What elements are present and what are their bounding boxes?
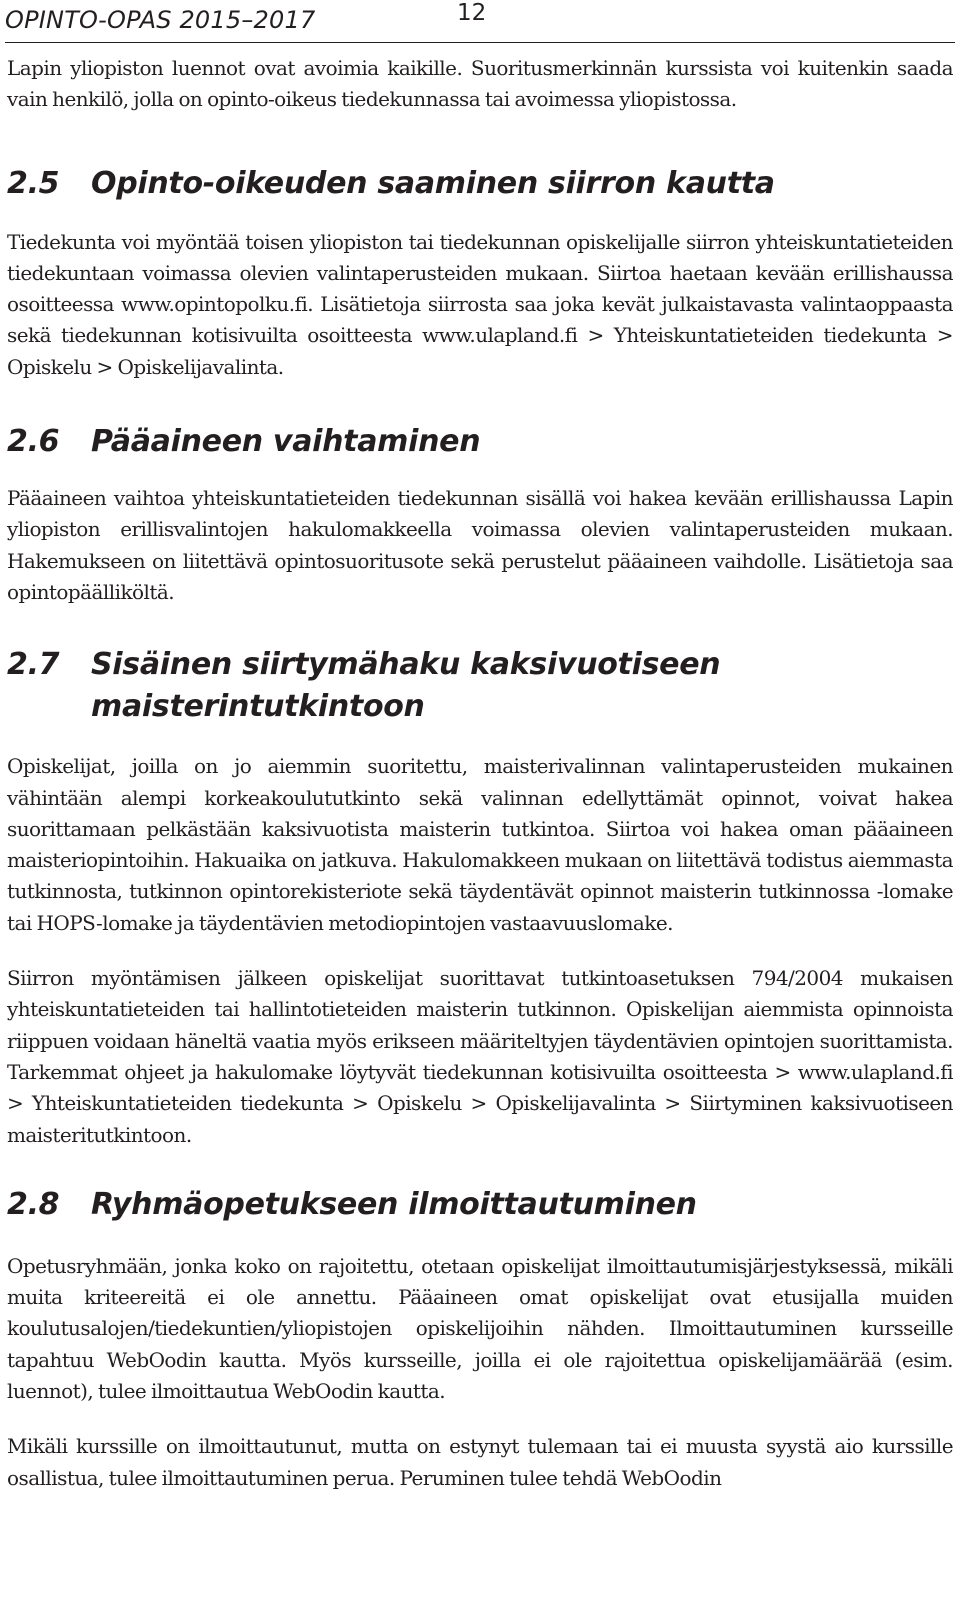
section-number: 2.5 — [7, 165, 60, 201]
section-paragraph: Tiedekunta voi myöntää toisen yliopiston tai tiedekunnan opiskelijalle siirron yhteiskuntatieteiden tiedekuntaan voimassa olevien valintaperusteiden mukaan. Siirtoa haetaan kevään erillishaussa osoitteessa www.opintopolku.fi. Lisätietoja siirrosta saa joka kevät julkaistavasta valintaoppaasta sekä tiedekunnan kotisivuilta osoitteesta www.ulapland.fi > Yhteiskuntatieteiden tiedekunta > Opiskelu > Opiskelijavalinta. — [7, 229, 953, 379]
page-number: 12 — [457, 0, 487, 26]
section-paragraph: Opiskelijat, joilla on jo aiemmin suoritettu, maisterivalinnan valintaperusteiden mukainen vähintään alempi korkeakoulututkinto sekä valinnan edellyttämät opinnot, voivat hakea suorittamaan pelkästään kaksivuotista maisterin tutkintoa. Siirtoa voi hakea oman pääaineen maisteriopintoihin. Hakuaika on jatkuva. Hakulomakkeen mukaan on liitettävä todistus aiemmasta tutkinnosta, tutkinnon opintorekisteriote sekä täydentävät opinnot maisterin tutkinnossa -lomake tai HOPS-lomake ja täydentävien metodiopintojen vastaavuuslomake. — [7, 754, 953, 935]
page-header — [5, 0, 955, 43]
section-paragraph: Siirron myöntämisen jälkeen opiskelijat suorittavat tutkintoasetuksen 794/2004 mukaisen yhteiskuntatieteiden tai hallintotieteiden maisterin tutkinnon. Opiskelijan aiemmista opinnoista riippuen voidaan häneltä vaatia myös erikseen määriteltyjen täydentävien opintojen suorittamista. Tarkemmat ohjeet ja hakulomake löytyvät tiedekunnan kotisivuilta osoitteesta > www.ulapland.fi > Yhteiskuntatieteiden tiedekunta > Opiskelu > Opiskelijavalinta > Siirtyminen kaksivuotiseen maisteritutkintoon. — [7, 966, 953, 1147]
section-title: Sisäinen siirtymähaku kaksivuotiseen maisterintutkintoon — [91, 647, 721, 725]
section-paragraph: Mikäli kurssille on ilmoittautunut, mutta on estynyt tulemaan tai ei muusta syystä aio kurssille osallistua, tulee ilmoittautuminen perua. Peruminen tulee tehdä WebOodin — [7, 1434, 953, 1490]
section-paragraph: Opetusryhmään, jonka koko on rajoitettu, otetaan opiskelijat ilmoittautumisjärjestyksessä, mikäli muita kriteereitä ei ole annettu. Pääaineen omat opiskelijat ovat etusijalla muiden koulutusalojen/tiedekuntien/yliopistojen opiskelijoihin nähden. Ilmoittautuminen kursseille tapahtuu WebOodin kautta. Myös kursseille, joilla ei ole rajoitettua opiskelijamäärää (esim. luennot), tulee ilmoittautua WebOodin kautta. — [7, 1253, 953, 1404]
section-heading-2-5 — [7, 163, 953, 205]
section-title: Opinto-oikeuden saaminen siirron kautta — [91, 165, 775, 201]
section-heading-2-6 — [7, 421, 953, 463]
section-heading-2-8 — [7, 1184, 953, 1226]
page-content — [7, 53, 953, 1494]
section-number: 2.7 — [7, 647, 60, 683]
section-number: 2.8 — [7, 1186, 60, 1222]
section-title: Ryhmäopetukseen ilmoittautuminen — [91, 1186, 697, 1222]
section-paragraph: Pääaineen vaihtoa yhteiskuntatieteiden tiedekunnan sisällä voi hakea kevään erillishaussa Lapin yliopiston erillisvalintojen hakulomakkeella voimassa olevien valintaperusteiden mukaan. Hakemukseen on liitettävä opintosuoritusote sekä perustelut pääaineen vaihdolle. Lisätietoja saa opintopäälliköltä. — [7, 486, 953, 604]
section-number: 2.6 — [7, 424, 60, 460]
document-title: OPINTO-OPAS 2015–2017 — [5, 6, 316, 34]
intro-paragraph: Lapin yliopiston luennot ovat avoimia kaikille. Suoritusmerkinnän kurssista voi kuitenkin saada vain henkilö, jolla on opinto-oikeus tiedekunnassa tai avoimessa yliopistossa. — [7, 56, 953, 112]
section-heading-2-7 — [7, 644, 751, 728]
section-title: Pääaineen vaihtaminen — [91, 424, 481, 460]
